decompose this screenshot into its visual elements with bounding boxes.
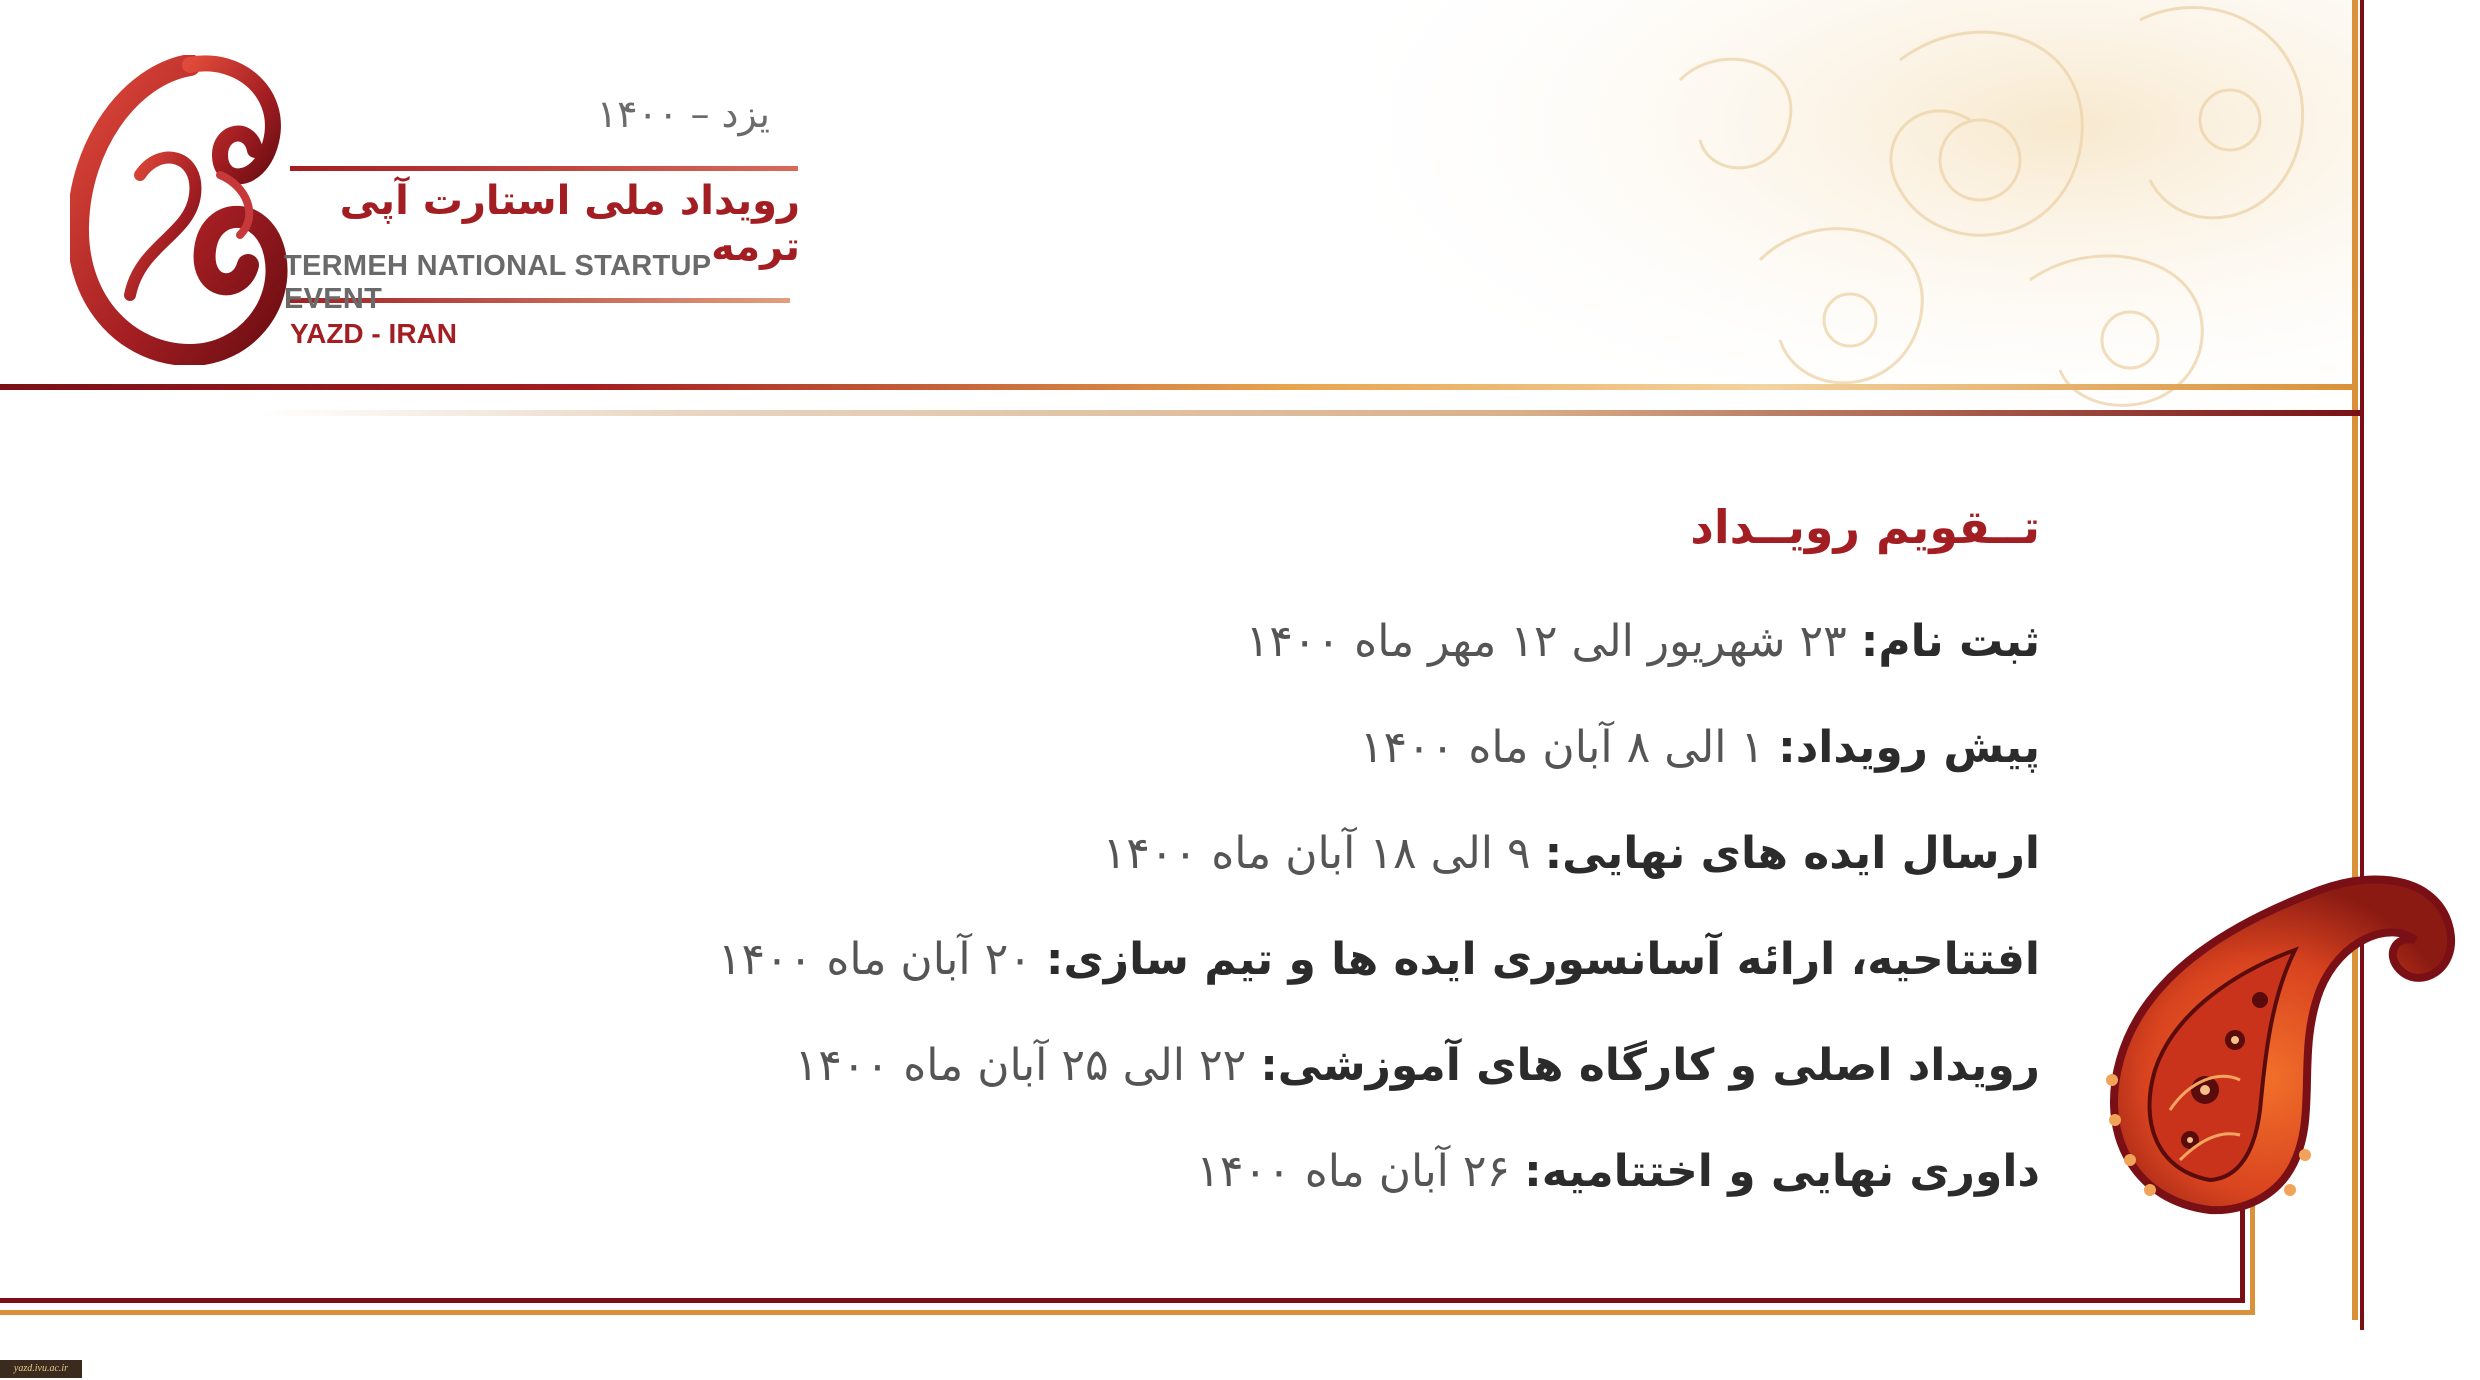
schedule-item-value: ۹ الی ۱۸ آبان ماه ۱۴۰۰ bbox=[1102, 828, 1545, 879]
schedule-item-value: ۲۳ شهریور الی ۱۲ مهر ماه ۱۴۰۰ bbox=[1245, 616, 1861, 667]
logo-line-top bbox=[290, 166, 798, 171]
schedule-item-label: ارسال ایده های نهایی: bbox=[1544, 828, 2040, 879]
schedule-item-label: پیش رویداد: bbox=[1778, 722, 2040, 773]
event-title-fa: رویداد ملی استارت آپی ترمه bbox=[339, 178, 800, 270]
header-divider-top bbox=[0, 384, 2352, 390]
termeh-logo-icon bbox=[70, 55, 300, 365]
event-year-location: یزد – ۱۴۰۰ bbox=[596, 92, 770, 136]
schedule-item-label: رویداد اصلی و کارگاه های آموزشی: bbox=[1260, 1040, 2040, 1091]
schedule-item-label: ثبت نام: bbox=[1860, 616, 2040, 667]
schedule-item-value: ۱ الی ۸ آبان ماه ۱۴۰۰ bbox=[1359, 722, 1779, 773]
paisley-decoration-icon bbox=[2090, 860, 2460, 1220]
schedule-item bbox=[1246, 616, 2040, 667]
footer-site-logo: yazd.ivu.ac.ir bbox=[0, 1360, 82, 1378]
schedule-item bbox=[795, 1040, 2040, 1091]
schedule-item bbox=[1196, 1146, 2040, 1197]
paisley-watermark bbox=[1380, 0, 2360, 420]
schedule-item bbox=[1103, 828, 2040, 879]
footer-line-2 bbox=[0, 1310, 2250, 1315]
schedule-item-value: ۲۰ آبان ماه ۱۴۰۰ bbox=[717, 934, 1046, 985]
section-title: تــقویم رویــداد bbox=[1690, 500, 2040, 554]
footer-line-1 bbox=[0, 1298, 2240, 1303]
schedule-item-label: افتتاحیه، ارائه آسانسوری ایده ها و تیم سازی: bbox=[1045, 934, 2040, 985]
schedule-item-label: داوری نهایی و اختتامیه: bbox=[1524, 1146, 2040, 1197]
event-title-en: TERMEH NATIONAL STARTUP EVENT bbox=[284, 250, 711, 315]
header-divider-bottom bbox=[260, 410, 2360, 416]
schedule-item-value: ۲۶ آبان ماه ۱۴۰۰ bbox=[1196, 1146, 1525, 1197]
schedule-item bbox=[718, 934, 2040, 985]
schedule-item-value: ۲۲ الی ۲۵ آبان ماه ۱۴۰۰ bbox=[794, 1040, 1261, 1091]
event-location-en: YAZD - IRAN bbox=[290, 318, 457, 349]
schedule-item bbox=[1360, 722, 2040, 773]
